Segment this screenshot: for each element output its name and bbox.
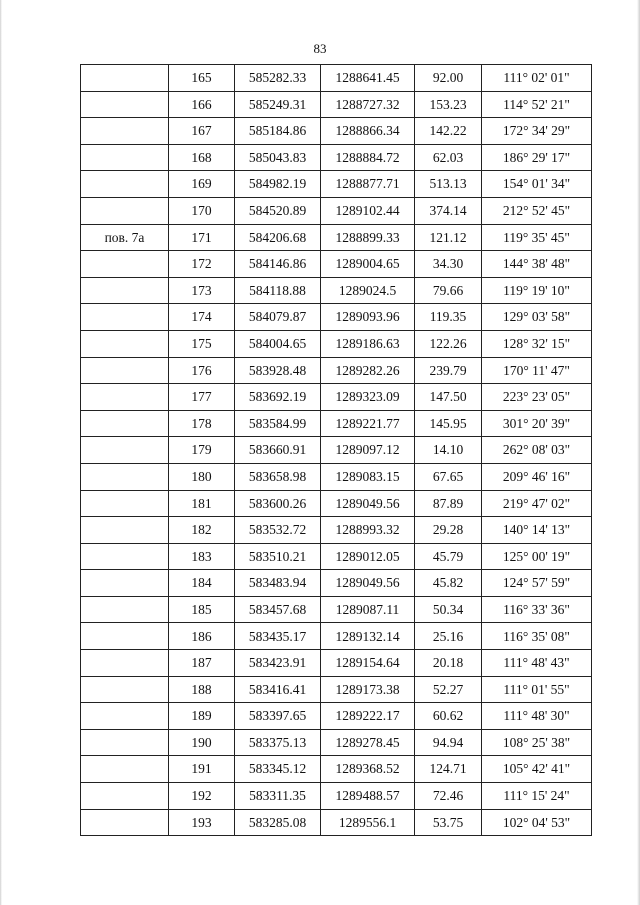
segment-length-cell: 124.71 <box>415 756 482 783</box>
segment-length-cell: 53.75 <box>415 809 482 836</box>
direction-angle-cell: 125° 00' 19" <box>482 543 592 570</box>
point-number-cell: 166 <box>169 91 235 118</box>
y-coordinate-cell: 1289368.52 <box>321 756 415 783</box>
y-coordinate-cell: 1289323.09 <box>321 384 415 411</box>
table-row <box>81 197 592 224</box>
table-row <box>81 144 592 171</box>
segment-length-cell: 45.79 <box>415 543 482 570</box>
x-coordinate-cell: 583435.17 <box>235 623 321 650</box>
row-label-cell <box>81 384 169 411</box>
y-coordinate-cell: 1289083.15 <box>321 463 415 490</box>
point-number-cell: 179 <box>169 437 235 464</box>
y-coordinate-cell: 1289049.56 <box>321 490 415 517</box>
x-coordinate-cell: 584982.19 <box>235 171 321 198</box>
row-label-cell <box>81 65 169 92</box>
point-number-cell: 183 <box>169 543 235 570</box>
point-number-cell: 174 <box>169 304 235 331</box>
x-coordinate-cell: 585043.83 <box>235 144 321 171</box>
segment-length-cell: 121.12 <box>415 224 482 251</box>
x-coordinate-cell: 583285.08 <box>235 809 321 836</box>
table-row <box>81 384 592 411</box>
segment-length-cell: 20.18 <box>415 650 482 677</box>
row-label-cell <box>81 171 169 198</box>
y-coordinate-cell: 1289093.96 <box>321 304 415 331</box>
point-number-cell: 187 <box>169 650 235 677</box>
table-row <box>81 277 592 304</box>
direction-angle-cell: 129° 03' 58" <box>482 304 592 331</box>
segment-length-cell: 60.62 <box>415 703 482 730</box>
point-number-cell: 167 <box>169 118 235 145</box>
y-coordinate-cell: 1289132.14 <box>321 623 415 650</box>
segment-length-cell: 374.14 <box>415 197 482 224</box>
segment-length-cell: 52.27 <box>415 676 482 703</box>
x-coordinate-cell: 583345.12 <box>235 756 321 783</box>
table-row <box>81 91 592 118</box>
page-number: 83 <box>313 41 327 56</box>
point-number-cell: 182 <box>169 517 235 544</box>
direction-angle-cell: 111° 48' 43" <box>482 650 592 677</box>
segment-length-cell: 45.82 <box>415 570 482 597</box>
x-coordinate-cell: 583311.35 <box>235 783 321 810</box>
direction-angle-cell: 140° 14' 13" <box>482 517 592 544</box>
y-coordinate-cell: 1289282.26 <box>321 357 415 384</box>
table-row <box>81 224 592 251</box>
x-coordinate-cell: 583600.26 <box>235 490 321 517</box>
x-coordinate-cell: 584004.65 <box>235 330 321 357</box>
point-number-cell: 193 <box>169 809 235 836</box>
segment-length-cell: 34.30 <box>415 251 482 278</box>
y-coordinate-cell: 1288899.33 <box>321 224 415 251</box>
segment-length-cell: 92.00 <box>415 65 482 92</box>
x-coordinate-cell: 584206.68 <box>235 224 321 251</box>
segment-length-cell: 67.65 <box>415 463 482 490</box>
table-row <box>81 703 592 730</box>
table-row <box>81 809 592 836</box>
direction-angle-cell: 124° 57' 59" <box>482 570 592 597</box>
row-label-cell <box>81 756 169 783</box>
x-coordinate-cell: 583483.94 <box>235 570 321 597</box>
row-label-cell <box>81 304 169 331</box>
direction-angle-cell: 144° 38' 48" <box>482 251 592 278</box>
direction-angle-cell: 102° 04' 53" <box>482 809 592 836</box>
y-coordinate-cell: 1288877.71 <box>321 171 415 198</box>
point-number-cell: 186 <box>169 623 235 650</box>
table-row <box>81 410 592 437</box>
direction-angle-cell: 170° 11' 47" <box>482 357 592 384</box>
y-coordinate-cell: 1289097.12 <box>321 437 415 464</box>
y-coordinate-cell: 1289278.45 <box>321 729 415 756</box>
y-coordinate-cell: 1289222.17 <box>321 703 415 730</box>
row-label-cell <box>81 623 169 650</box>
x-coordinate-cell: 585249.31 <box>235 91 321 118</box>
row-label-cell <box>81 357 169 384</box>
direction-angle-cell: 108° 25' 38" <box>482 729 592 756</box>
direction-angle-cell: 223° 23' 05" <box>482 384 592 411</box>
row-label-cell <box>81 729 169 756</box>
y-coordinate-cell: 1289186.63 <box>321 330 415 357</box>
point-number-cell: 185 <box>169 596 235 623</box>
segment-length-cell: 94.94 <box>415 729 482 756</box>
x-coordinate-cell: 585184.86 <box>235 118 321 145</box>
x-coordinate-cell: 583510.21 <box>235 543 321 570</box>
point-number-cell: 192 <box>169 783 235 810</box>
direction-angle-cell: 111° 15' 24" <box>482 783 592 810</box>
direction-angle-cell: 105° 42' 41" <box>482 756 592 783</box>
segment-length-cell: 62.03 <box>415 144 482 171</box>
x-coordinate-cell: 583423.91 <box>235 650 321 677</box>
point-number-cell: 176 <box>169 357 235 384</box>
table-row <box>81 543 592 570</box>
direction-angle-cell: 116° 35' 08" <box>482 623 592 650</box>
segment-length-cell: 147.50 <box>415 384 482 411</box>
y-coordinate-cell: 1289154.64 <box>321 650 415 677</box>
row-label-cell <box>81 703 169 730</box>
y-coordinate-cell: 1289004.65 <box>321 251 415 278</box>
point-number-cell: 169 <box>169 171 235 198</box>
table-row <box>81 437 592 464</box>
segment-length-cell: 122.26 <box>415 330 482 357</box>
point-number-cell: 175 <box>169 330 235 357</box>
y-coordinate-cell: 1288641.45 <box>321 65 415 92</box>
coordinates-table-body <box>81 65 592 836</box>
point-number-cell: 173 <box>169 277 235 304</box>
row-label-cell <box>81 91 169 118</box>
direction-angle-cell: 212° 52' 45" <box>482 197 592 224</box>
row-label-cell <box>81 277 169 304</box>
direction-angle-cell: 209° 46' 16" <box>482 463 592 490</box>
direction-angle-cell: 128° 32' 15" <box>482 330 592 357</box>
point-number-cell: 165 <box>169 65 235 92</box>
direction-angle-cell: 219° 47' 02" <box>482 490 592 517</box>
direction-angle-cell: 186° 29' 17" <box>482 144 592 171</box>
segment-length-cell: 79.66 <box>415 277 482 304</box>
segment-length-cell: 513.13 <box>415 171 482 198</box>
point-number-cell: 191 <box>169 756 235 783</box>
x-coordinate-cell: 583416.41 <box>235 676 321 703</box>
x-coordinate-cell: 584079.87 <box>235 304 321 331</box>
table-row <box>81 463 592 490</box>
row-label-cell <box>81 330 169 357</box>
row-label-cell <box>81 251 169 278</box>
x-coordinate-cell: 584520.89 <box>235 197 321 224</box>
segment-length-cell: 145.95 <box>415 410 482 437</box>
direction-angle-cell: 172° 34' 29" <box>482 118 592 145</box>
x-coordinate-cell: 584118.88 <box>235 277 321 304</box>
point-number-cell: 189 <box>169 703 235 730</box>
x-coordinate-cell: 583928.48 <box>235 357 321 384</box>
table-row <box>81 251 592 278</box>
point-number-cell: 178 <box>169 410 235 437</box>
direction-angle-cell: 114° 52' 21" <box>482 91 592 118</box>
table-row <box>81 729 592 756</box>
direction-angle-cell: 119° 35' 45" <box>482 224 592 251</box>
table-row <box>81 65 592 92</box>
segment-length-cell: 87.89 <box>415 490 482 517</box>
table-row <box>81 517 592 544</box>
point-number-cell: 170 <box>169 197 235 224</box>
x-coordinate-cell: 585282.33 <box>235 65 321 92</box>
direction-angle-cell: 116° 33' 36" <box>482 596 592 623</box>
y-coordinate-cell: 1288727.32 <box>321 91 415 118</box>
table-row <box>81 570 592 597</box>
table-row <box>81 330 592 357</box>
x-coordinate-cell: 583532.72 <box>235 517 321 544</box>
x-coordinate-cell: 583692.19 <box>235 384 321 411</box>
point-number-cell: 188 <box>169 676 235 703</box>
y-coordinate-cell: 1289087.11 <box>321 596 415 623</box>
point-number-cell: 177 <box>169 384 235 411</box>
row-label-cell <box>81 463 169 490</box>
point-number-cell: 168 <box>169 144 235 171</box>
point-number-cell: 181 <box>169 490 235 517</box>
point-number-cell: 180 <box>169 463 235 490</box>
row-label-cell <box>81 197 169 224</box>
x-coordinate-cell: 583457.68 <box>235 596 321 623</box>
coordinates-table <box>80 64 592 836</box>
row-label-cell <box>81 783 169 810</box>
x-coordinate-cell: 583658.98 <box>235 463 321 490</box>
y-coordinate-cell: 1289173.38 <box>321 676 415 703</box>
row-label-cell <box>81 517 169 544</box>
table-row <box>81 783 592 810</box>
page-edge-left <box>0 0 2 905</box>
direction-angle-cell: 111° 01' 55" <box>482 676 592 703</box>
table-row <box>81 623 592 650</box>
table-row <box>81 650 592 677</box>
y-coordinate-cell: 1289556.1 <box>321 809 415 836</box>
table-row <box>81 304 592 331</box>
row-label-cell: пов. 7а <box>81 224 169 251</box>
segment-length-cell: 25.16 <box>415 623 482 650</box>
row-label-cell <box>81 570 169 597</box>
x-coordinate-cell: 583584.99 <box>235 410 321 437</box>
y-coordinate-cell: 1289049.56 <box>321 570 415 597</box>
direction-angle-cell: 301° 20' 39" <box>482 410 592 437</box>
y-coordinate-cell: 1289012.05 <box>321 543 415 570</box>
table-row <box>81 756 592 783</box>
point-number-cell: 172 <box>169 251 235 278</box>
direction-angle-cell: 119° 19' 10" <box>482 277 592 304</box>
row-label-cell <box>81 676 169 703</box>
y-coordinate-cell: 1288993.32 <box>321 517 415 544</box>
row-label-cell <box>81 144 169 171</box>
row-label-cell <box>81 410 169 437</box>
x-coordinate-cell: 583375.13 <box>235 729 321 756</box>
y-coordinate-cell: 1289102.44 <box>321 197 415 224</box>
y-coordinate-cell: 1289024.5 <box>321 277 415 304</box>
direction-angle-cell: 111° 02' 01" <box>482 65 592 92</box>
segment-length-cell: 29.28 <box>415 517 482 544</box>
segment-length-cell: 72.46 <box>415 783 482 810</box>
point-number-cell: 171 <box>169 224 235 251</box>
row-label-cell <box>81 490 169 517</box>
segment-length-cell: 14.10 <box>415 437 482 464</box>
row-label-cell <box>81 118 169 145</box>
point-number-cell: 184 <box>169 570 235 597</box>
segment-length-cell: 50.34 <box>415 596 482 623</box>
x-coordinate-cell: 583660.91 <box>235 437 321 464</box>
row-label-cell <box>81 543 169 570</box>
segment-length-cell: 153.23 <box>415 91 482 118</box>
table-row <box>81 676 592 703</box>
table-row <box>81 357 592 384</box>
row-label-cell <box>81 809 169 836</box>
row-label-cell <box>81 437 169 464</box>
point-number-cell: 190 <box>169 729 235 756</box>
y-coordinate-cell: 1288884.72 <box>321 144 415 171</box>
direction-angle-cell: 154° 01' 34" <box>482 171 592 198</box>
y-coordinate-cell: 1289488.57 <box>321 783 415 810</box>
segment-length-cell: 119.35 <box>415 304 482 331</box>
x-coordinate-cell: 584146.86 <box>235 251 321 278</box>
segment-length-cell: 239.79 <box>415 357 482 384</box>
table-row <box>81 490 592 517</box>
table-row <box>81 118 592 145</box>
table-row <box>81 171 592 198</box>
direction-angle-cell: 111° 48' 30" <box>482 703 592 730</box>
x-coordinate-cell: 583397.65 <box>235 703 321 730</box>
segment-length-cell: 142.22 <box>415 118 482 145</box>
direction-angle-cell: 262° 08' 03" <box>482 437 592 464</box>
y-coordinate-cell: 1288866.34 <box>321 118 415 145</box>
row-label-cell <box>81 596 169 623</box>
table-row <box>81 596 592 623</box>
row-label-cell <box>81 650 169 677</box>
y-coordinate-cell: 1289221.77 <box>321 410 415 437</box>
